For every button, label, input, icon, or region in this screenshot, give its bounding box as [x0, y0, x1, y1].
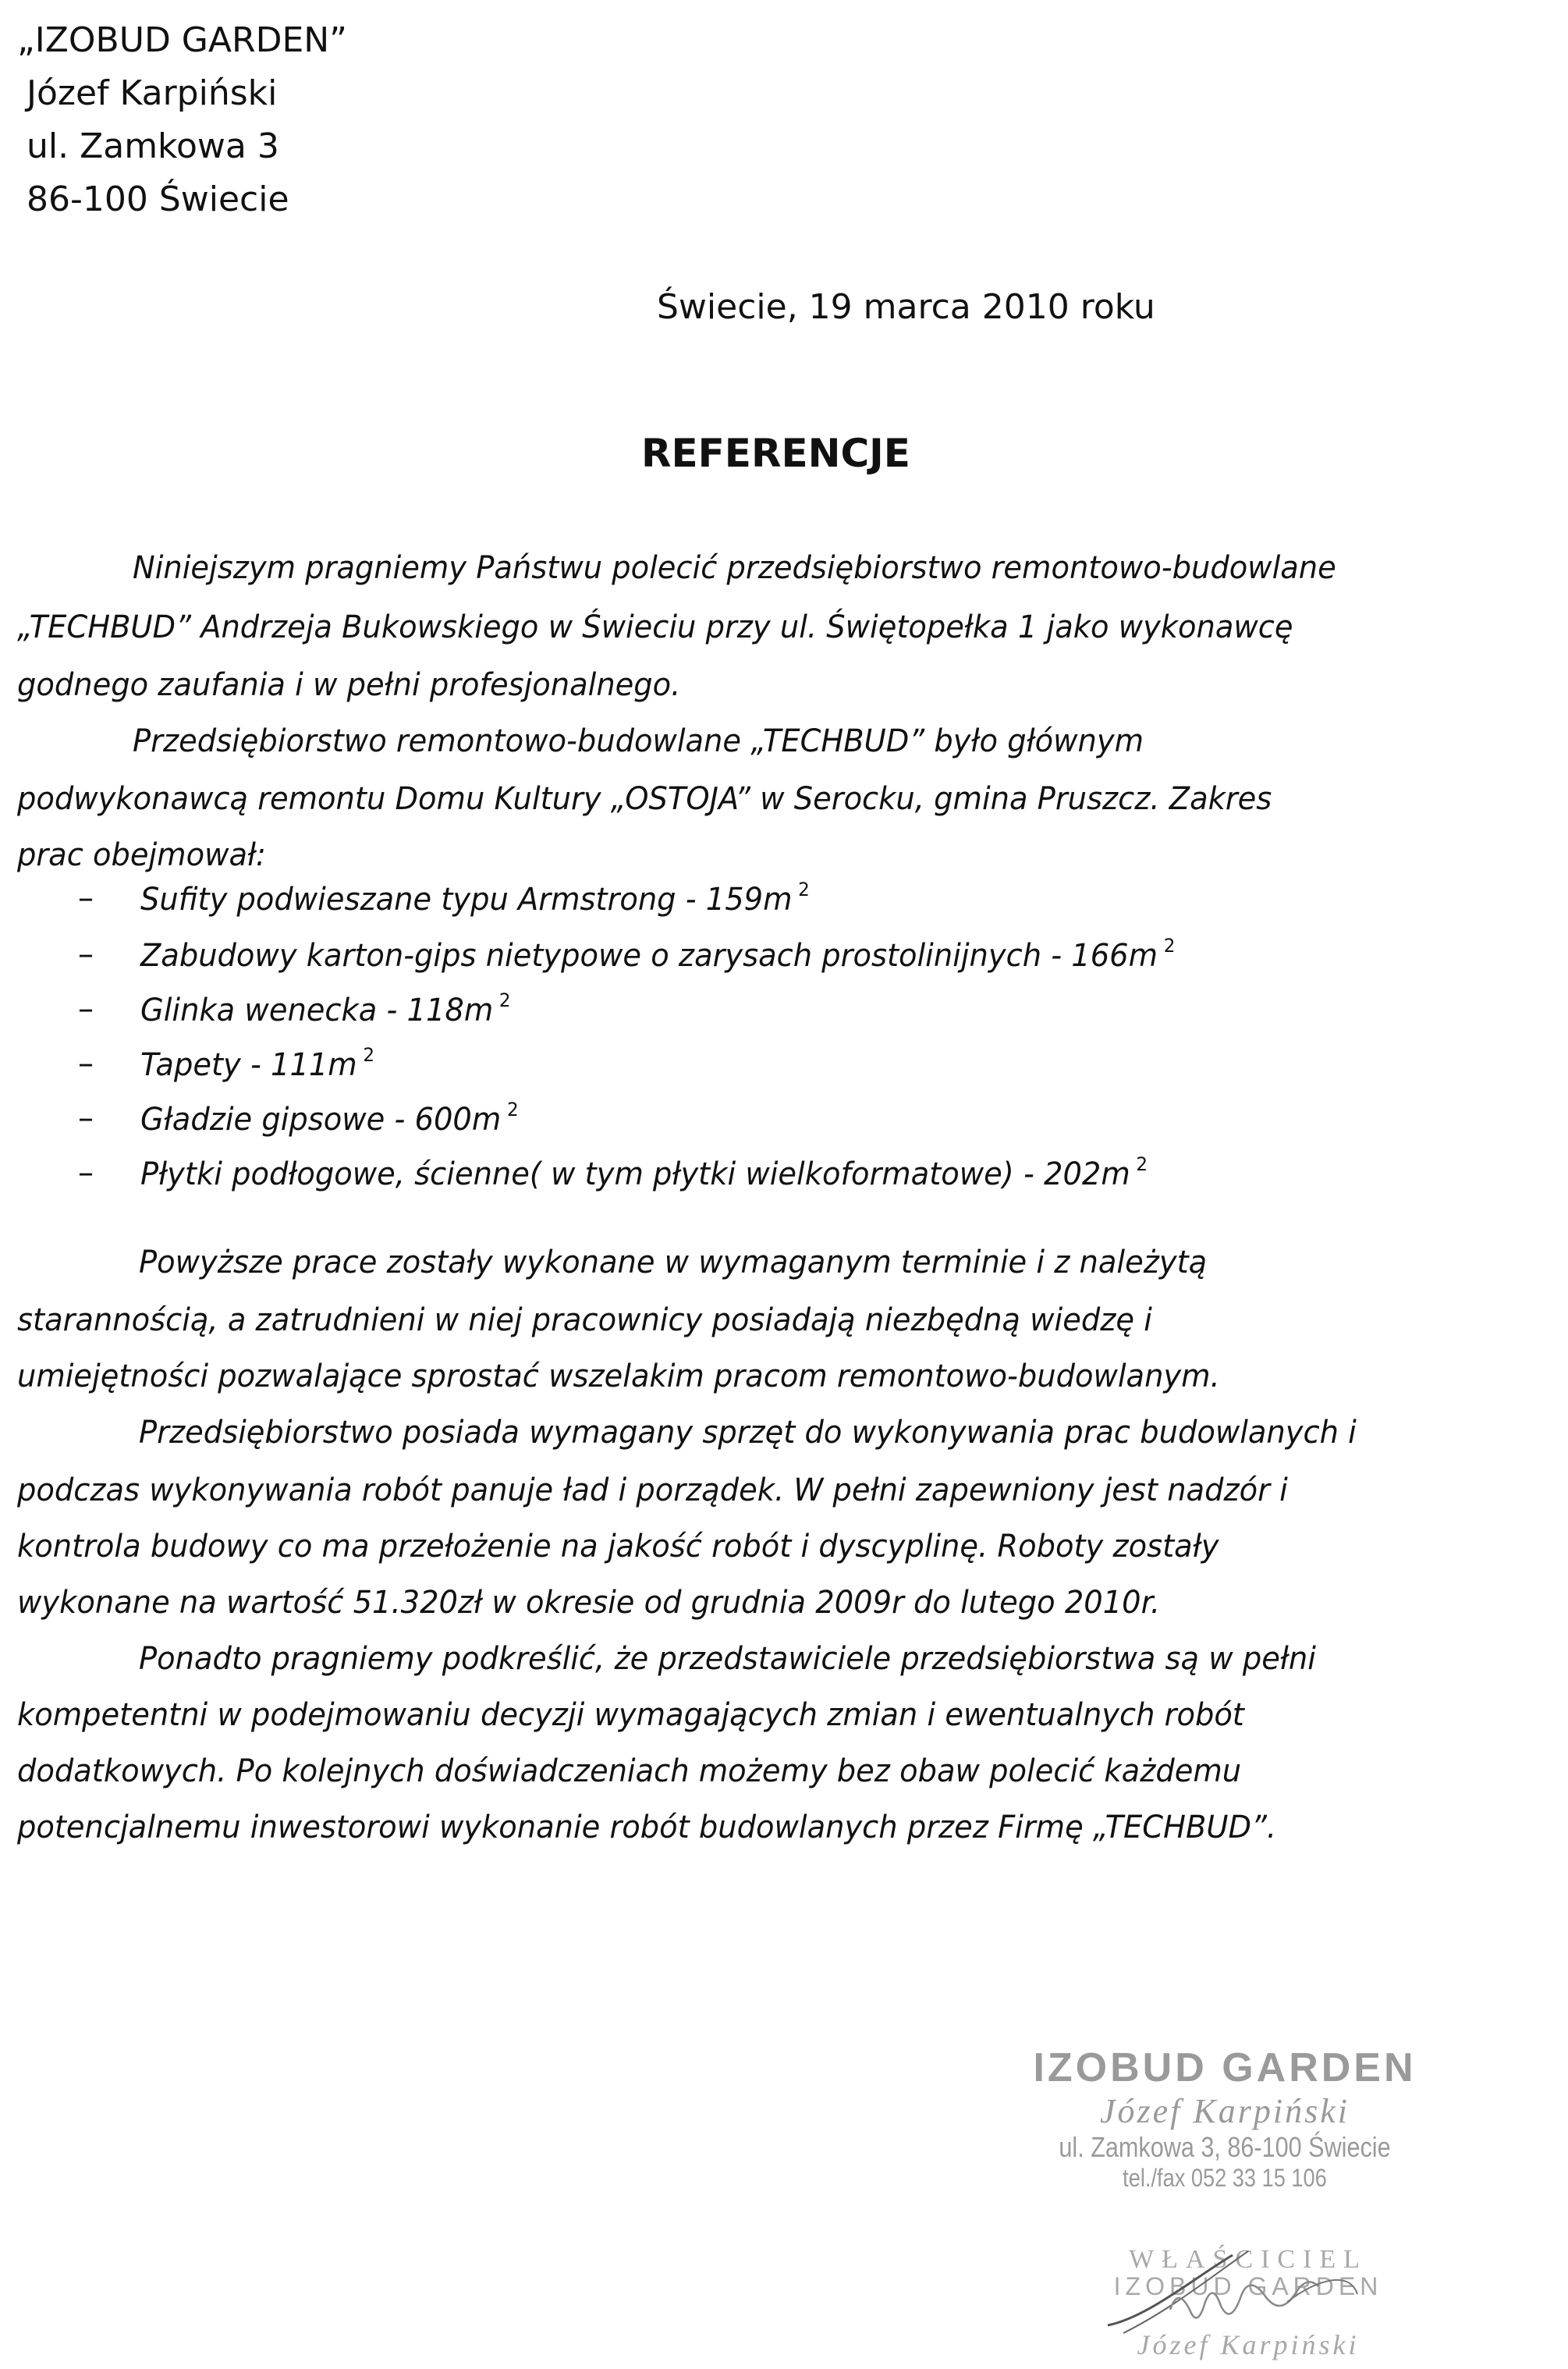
- owner-stamp-title: WŁAŚCICIEL: [1129, 2245, 1368, 2274]
- stamp-owner-name: Józef Karpiński: [1100, 2092, 1350, 2130]
- document-title: REFERENCJE: [641, 431, 910, 476]
- paragraph-line: podwykonawcą remontu Domu Kultury „OSTOJA” w Serocku, gmina Pruszcz. Zakres: [17, 781, 1272, 817]
- superscript: 2: [1136, 1153, 1148, 1175]
- paragraph-line: umiejętności pozwalające sprostać wszelakim pracom remontowo-budowlanym.: [17, 1359, 1220, 1394]
- paragraph-line: kompetentni w podejmowaniu decyzji wymagających zmian i ewentualnych robót: [17, 1697, 1244, 1733]
- superscript: 2: [498, 989, 511, 1011]
- list-item-text: Glinka wenecka - 118m: [140, 993, 494, 1028]
- paragraph-line: Ponadto pragniemy podkreślić, że przedstawiciele przedsiębiorstwa są w pełni: [139, 1641, 1316, 1677]
- paragraph-line: dodatkowych. Po kolejnych doświadczeniach możemy bez obaw polecić każdemu: [17, 1753, 1242, 1789]
- sender-city: 86-100 Świecie: [27, 179, 289, 219]
- list-dash: –: [78, 936, 94, 972]
- list-dash: –: [78, 991, 94, 1027]
- superscript: 2: [363, 1044, 375, 1066]
- paragraph-line: „TECHBUD” Andrzeja Bukowskiego w Świeciu przy ul. Świętopełka 1 jako wykonawcę: [17, 609, 1293, 645]
- owner-stamp-company: IZOBUD GARDEN: [1113, 2271, 1383, 2300]
- list-item-text: Sufity podwieszane typu Armstrong - 159m: [140, 882, 793, 918]
- list-dash: –: [78, 880, 94, 916]
- paragraph-line: starannością, a zatrudnieni w niej pracownicy posiadają niezbędną wiedzę i: [17, 1302, 1152, 1338]
- company-stamp: [1006, 2044, 1443, 2193]
- list-dash: –: [78, 1155, 94, 1191]
- stamp-company: IZOBUD GARDEN: [1033, 2045, 1417, 2090]
- sender-company: „IZOBUD GARDEN”: [17, 20, 347, 60]
- list-item-text: Tapety - 111m: [140, 1047, 357, 1083]
- paragraph-line: potencjalnemu inwestorowi wykonanie robót budowlanych przez Firmę „TECHBUD”.: [17, 1810, 1277, 1845]
- superscript: 2: [506, 1099, 519, 1121]
- paragraph-line: godnego zaufania i w pełni profesjonalnego.: [17, 667, 681, 703]
- sender-street: ul. Zamkowa 3: [27, 126, 279, 166]
- superscript: 2: [798, 879, 810, 900]
- stamp-address: ul. Zamkowa 3, 86-100 Świecie: [1059, 2131, 1391, 2163]
- date-line: Świecie, 19 marca 2010 roku: [657, 287, 1155, 327]
- paragraph-line: wykonane na wartość 51.320zł w okresie od grudnia 2009r do lutego 2010r.: [17, 1585, 1161, 1621]
- stamp-phone: tel./fax 052 33 15 106: [1123, 2164, 1327, 2192]
- signature-icon: [1100, 2247, 1396, 2364]
- paragraph-line: Przedsiębiorstwo remontowo-budowlane „TECHBUD” było głównym: [133, 723, 1144, 759]
- paragraph-line: Niniejszym pragniemy Państwu polecić przedsiębiorstwo remontowo-budowlane: [133, 550, 1336, 586]
- list-dash: –: [78, 1046, 94, 1082]
- sender-name: Józef Karpiński: [27, 73, 278, 113]
- list-item-text: Płytki podłogowe, ścienne( w tym płytki wielkoformatowe) - 202m: [140, 1156, 1130, 1192]
- list-item-text: Gładzie gipsowe - 600m: [140, 1102, 502, 1138]
- superscript: 2: [1163, 935, 1176, 957]
- paragraph-line: kontrola budowy co ma przełożenie na jakość robót i dyscyplinę. Roboty zostały: [17, 1529, 1219, 1565]
- list-dash: –: [78, 1100, 94, 1136]
- paragraph-line: Powyższe prace zostały wykonane w wymaganym terminie i z należytą: [139, 1245, 1208, 1280]
- list-item-text: Zabudowy karton-gips nietypowe o zarysach prostolinijnych - 166m: [140, 938, 1158, 974]
- owner-stamp-name: Józef Karpiński: [1137, 2329, 1360, 2361]
- paragraph-line: prac obejmował:: [17, 837, 266, 873]
- paragraph-line: podczas wykonywania robót panuje ład i porządek. W pełni zapewniony jest nadzór i: [17, 1472, 1288, 1508]
- paragraph-line: Przedsiębiorstwo posiada wymagany sprzęt do wykonywania prac budowlanych i: [139, 1415, 1357, 1451]
